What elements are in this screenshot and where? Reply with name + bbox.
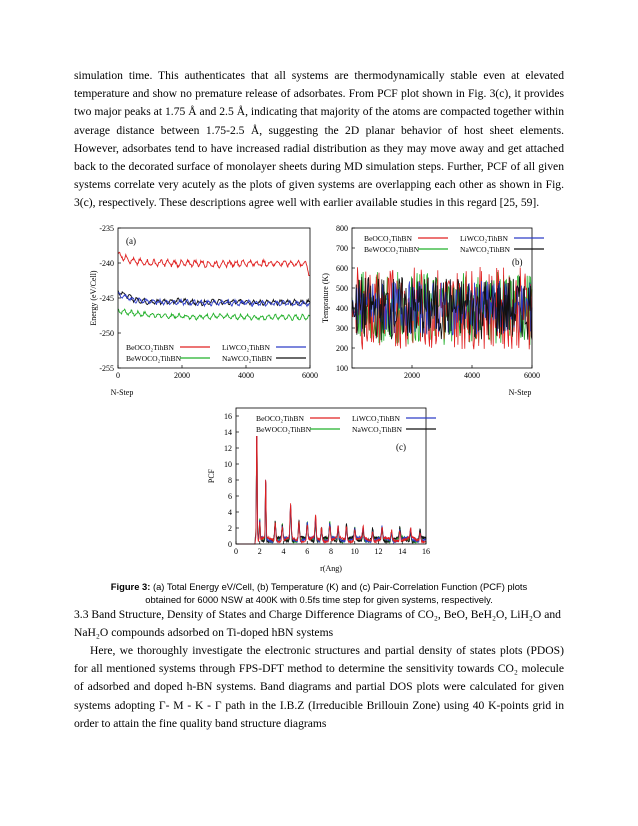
y-tick-label: 600 <box>336 264 348 273</box>
y-tick-label: -235 <box>99 224 114 233</box>
x-tick-label: 2000 <box>404 371 420 380</box>
x-tick-label: 4000 <box>464 371 480 380</box>
figure-energy-chart <box>88 222 328 402</box>
x-axis-label: N-Step <box>508 388 532 397</box>
section-heading: 3.3 Band Structure, Density of States and Charge Difference Diagrams of CO₂, BeO, BeH₂O, LiH₂O and NaH₂O compounds adsorbed on Ti-doped hBN systems <box>74 608 561 640</box>
legend-label: NaWCO₂TihBN <box>460 245 511 254</box>
x-axis-label: N-Step <box>110 388 134 397</box>
legend-label: BeOCO₂TihBN <box>364 234 412 243</box>
x-tick-label: 4 <box>281 547 286 556</box>
y-tick-label: 2 <box>228 524 232 533</box>
y-tick-label: 10 <box>224 460 232 469</box>
x-tick-label: 16 <box>422 547 430 556</box>
y-tick-label: 16 <box>224 412 232 421</box>
y-tick-label: -250 <box>99 329 114 338</box>
y-tick-label: -255 <box>99 364 114 373</box>
y-tick-label: 100 <box>336 364 348 373</box>
y-tick-label: 800 <box>336 224 348 233</box>
y-tick-label: 12 <box>224 444 232 453</box>
legend-label: LiWCO₂TihBN <box>460 234 508 243</box>
panel-label: (c) <box>396 442 406 452</box>
y-tick-label: 200 <box>336 344 348 353</box>
series-line <box>236 418 426 544</box>
y-axis-label: Temprature (K) <box>321 273 330 323</box>
figure-temperature-chart <box>310 222 550 402</box>
x-tick-label: 0 <box>234 547 238 556</box>
y-tick-label: 8 <box>228 476 232 485</box>
caption-text: (a) Total Energy eV/Cell, (b) Temperature (K) and (c) Pair-Correlation Function (PCF) plots obtained for 6000 NSW at 400K with 0.5fs time step for given systems, respectively. <box>145 581 528 605</box>
series-line <box>118 252 310 275</box>
figure-pcf-chart <box>196 400 446 578</box>
series-line <box>236 419 426 544</box>
x-tick-label: 6000 <box>302 371 318 380</box>
x-tick-label: 14 <box>398 547 407 556</box>
x-tick-label: 0 <box>116 371 120 380</box>
y-tick-label: 700 <box>336 244 348 253</box>
legend-label: BeOCO₂TihBN <box>256 414 304 423</box>
x-tick-label: 6000 <box>524 371 540 380</box>
x-tick-label: 4000 <box>238 371 254 380</box>
y-tick-label: 0 <box>228 540 232 549</box>
y-tick-label: 500 <box>336 284 348 293</box>
legend-label: NaWCO₂TihBN <box>352 425 403 434</box>
series-line <box>118 309 310 321</box>
x-tick-label: 2000 <box>174 371 190 380</box>
y-tick-label: 4 <box>228 508 232 517</box>
x-tick-label: 10 <box>350 547 359 556</box>
y-tick-label: 300 <box>336 324 348 333</box>
x-axis-label: r(Ang) <box>320 564 342 573</box>
figure-caption <box>104 580 534 606</box>
y-tick-label: 400 <box>336 304 348 313</box>
x-tick-label: 8 <box>329 547 333 556</box>
x-tick-label: 12 <box>374 547 383 556</box>
caption-label: Figure 3: <box>110 581 151 592</box>
legend-label: BeWOCO₂TihBN <box>364 245 420 254</box>
y-axis-label: PCF <box>207 468 216 484</box>
body-paragraph: Here, we thoroughly investigate the electronic structures and partial density of states plots (PDOS) for all mentioned systems through FPS-DFT method to determine the sensitivity towards CO₂ molecule of adsorbed and doped h-BN systems. Band diagrams and partial DOS plots were calculated for given systems adopting Γ- M - K - Γ path in the I.B.Z (Irreducible Brillouin Zone) using 40 K-points grid in order to attain the fine quality band structure diagrams <box>74 644 564 730</box>
series-line <box>236 423 426 544</box>
x-tick-label: 6 <box>305 547 310 556</box>
y-axis-label: Energy (eV/Cell) <box>89 270 98 326</box>
legend-label: NaWCO₂TihBN <box>222 354 273 363</box>
legend-label: BeWOCO₂TihBN <box>126 354 182 363</box>
legend-label: LiWCO₂TihBN <box>352 414 400 423</box>
intro-paragraph: simulation time. This authenticates that all systems are thermodynamically stable even at elevated temperature and show no premature release of adsorbates. From PCF plot shown in Fig. 3(c), it provides two major peaks at 1.75 Å and 2.5 Å, indicating that majority of the atoms are compacted together within average distance between 1.75-2.5 Å, suggesting the 2D planar behavior of host sheet elements. However, adsorbates tend to have increased radial distribution as they may move away and get attached back to the decorated surface of monolayer sheets during MD simulation steps. Further, PCF of all given systems correlate very acutely as the plots of given systems are overlapping each other as shown in Fig. 3(c), respectively. These descriptions agree well with earlier available studies in this regard [25, 59]. <box>74 69 564 210</box>
y-tick-label: 14 <box>224 428 232 437</box>
y-tick-label: 6 <box>228 492 232 501</box>
legend-label: LiWCO₂TihBN <box>222 343 270 352</box>
legend-label: BeWOCO₂TihBN <box>256 425 312 434</box>
panel-label: (a) <box>126 236 136 246</box>
y-tick-label: -245 <box>99 294 114 303</box>
x-tick-label: 2 <box>257 547 262 556</box>
legend-label: BeOCO₂TihBN <box>126 343 174 352</box>
y-tick-label: -240 <box>99 259 114 268</box>
panel-label: (b) <box>512 257 523 267</box>
